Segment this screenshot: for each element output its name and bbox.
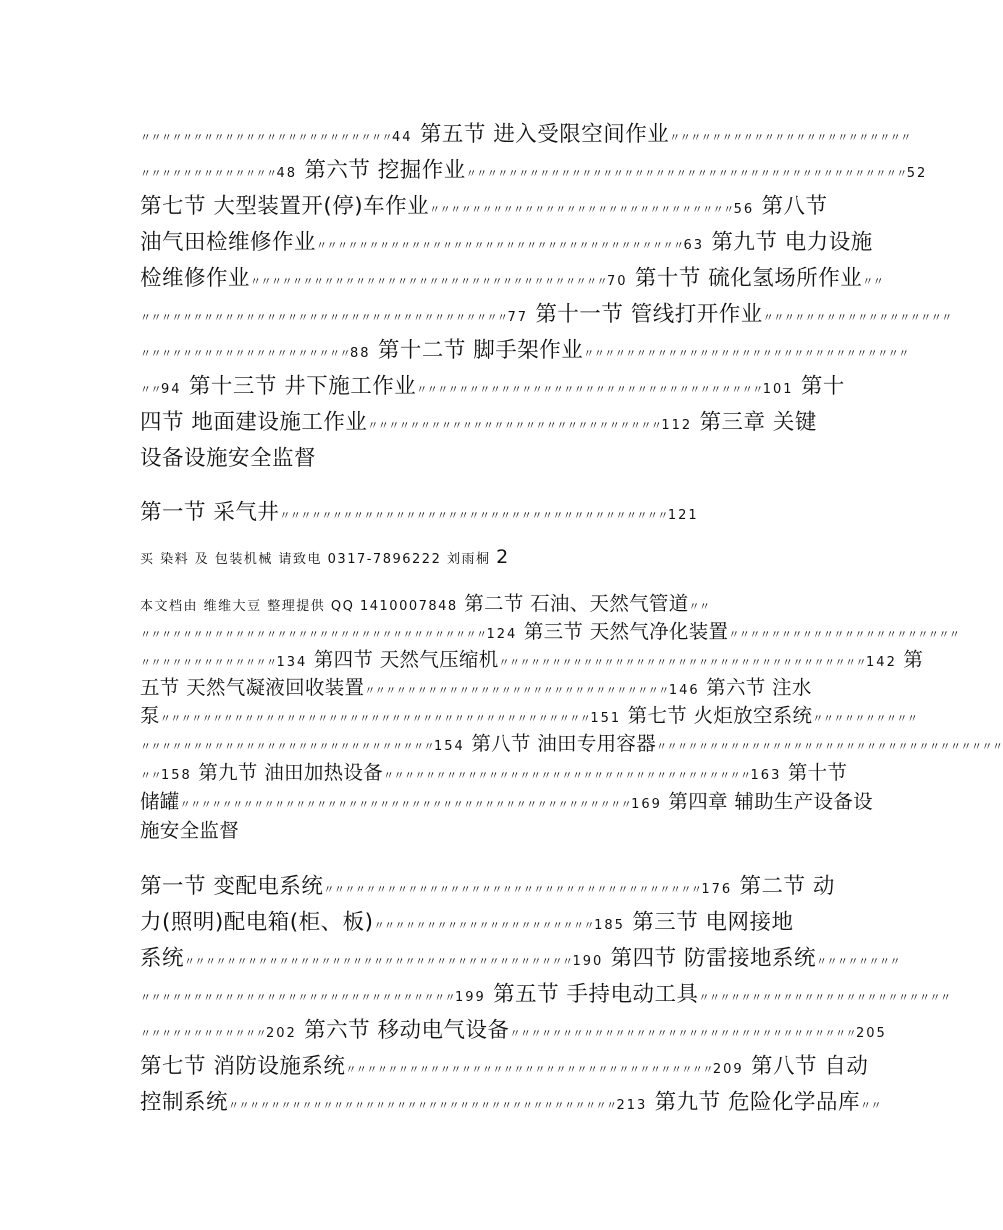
page-ref: 202 xyxy=(266,1026,297,1041)
page-ref: 190 xyxy=(572,954,604,969)
leader-dots: 〃〃〃〃〃〃〃〃〃〃〃〃 xyxy=(140,1027,266,1040)
leader-dots: 〃〃〃〃〃〃〃〃〃〃〃〃〃〃〃〃〃〃〃〃〃〃〃〃〃〃〃〃〃〃〃〃〃〃〃 xyxy=(316,239,684,252)
toc-entry-text: 第八节 自动 xyxy=(743,1054,869,1079)
page-ref: 151 xyxy=(590,711,622,726)
toc-line xyxy=(140,340,909,362)
toc-entry-text: 第九节 电力设施 xyxy=(704,230,873,255)
toc-line xyxy=(140,678,812,698)
toc-line xyxy=(140,948,900,970)
page-ref: 70 xyxy=(607,274,628,289)
toc-entry-text: 第七节 大型装置开(停)车作业 xyxy=(140,194,430,219)
leader-dots: 〃〃〃〃〃〃〃〃〃〃〃〃〃〃〃〃〃〃〃〃〃〃 xyxy=(728,628,960,641)
toc-entry-text: 油气田检维修作业 xyxy=(140,230,317,255)
page-ref: 158 xyxy=(161,768,192,783)
page-ref: 185 xyxy=(594,918,625,933)
toc-entry-text: 第四节 防雷接地系统 xyxy=(603,946,817,971)
toc-line xyxy=(140,160,927,182)
page-ref: 209 xyxy=(712,1062,744,1077)
toc-entry-text: 第三章 关键 xyxy=(692,410,817,435)
toc-entry-text: 第六节 挖掘作业 xyxy=(297,158,466,183)
leader-dots: 〃〃〃〃〃〃〃〃〃〃〃〃〃〃〃〃〃〃 xyxy=(762,311,952,324)
toc-entry-text: 第一节 采气井 xyxy=(140,500,280,525)
leader-dots: 〃〃〃〃〃〃〃〃〃〃〃〃〃〃〃〃〃〃〃〃〃〃〃〃〃〃〃〃〃〃〃〃〃〃〃〃 xyxy=(323,883,702,896)
page-ref: 112 xyxy=(661,418,693,433)
leader-dots: 〃〃〃〃〃〃〃〃〃〃〃〃〃〃〃〃〃〃〃〃〃〃〃〃〃〃〃〃〃 xyxy=(364,684,669,697)
leader-dots: 〃〃〃〃〃〃〃〃〃〃〃〃〃〃〃〃〃〃〃〃〃〃〃〃〃〃〃〃〃〃〃〃〃〃〃〃〃 xyxy=(279,509,668,522)
toc-entry-text: 第五节 进入受限空间作业 xyxy=(412,122,670,147)
leader-dots: 〃〃〃〃〃〃〃〃〃〃〃〃〃〃〃〃〃〃〃〃〃〃〃〃〃〃〃〃〃〃〃〃〃 xyxy=(656,740,1003,753)
leader-dots: 〃〃 xyxy=(688,600,710,613)
leader-dots: 〃〃〃〃〃〃〃〃〃〃〃〃〃〃〃〃〃〃〃〃〃〃〃〃〃〃〃〃 xyxy=(367,419,662,432)
page-ref: 199 xyxy=(455,990,486,1005)
leader-dots: 〃〃〃〃〃〃〃〃〃〃〃〃〃〃〃〃〃〃〃〃〃〃〃〃〃〃〃〃〃〃〃 xyxy=(583,347,909,360)
leader-dots: 〃〃〃〃〃〃〃〃〃〃〃〃〃〃〃〃〃〃〃〃 xyxy=(140,347,350,360)
leader-dots: 〃〃〃〃〃〃〃〃〃〃〃〃〃〃〃〃〃〃〃〃〃〃〃〃〃〃〃〃〃〃〃〃〃〃〃〃〃 xyxy=(184,955,573,968)
toc-line xyxy=(140,1056,868,1078)
toc-line xyxy=(140,706,917,726)
leader-dots: 〃〃〃〃〃〃〃〃〃〃〃〃〃〃〃〃〃〃〃〃〃〃〃〃〃〃〃〃〃〃〃〃〃〃〃〃〃〃〃〃〃 xyxy=(159,712,591,725)
page-ref: 142 xyxy=(866,655,897,670)
leader-dots: 〃〃〃〃〃〃〃〃 xyxy=(816,955,901,968)
page-ref: 213 xyxy=(616,1098,648,1113)
toc-entry-text: 检维修作业 xyxy=(140,266,251,291)
toc-entry-text: 第二节 石油、天然气管道 xyxy=(457,592,689,615)
toc-line xyxy=(140,1092,881,1114)
toc-entry-text: 控制系统 xyxy=(140,1090,229,1115)
leader-dots: 〃〃 xyxy=(862,275,884,288)
leader-dots: 〃〃 xyxy=(140,383,161,396)
toc-entry-text: 力(照明)配电箱(柜、板) xyxy=(140,910,374,935)
toc-entry-text: 施安全监督 xyxy=(140,819,240,842)
toc-entry-text: 第十节 硫化氢场所作业 xyxy=(627,266,863,291)
page-ref: 176 xyxy=(701,882,733,897)
toc-entry-text: 系统 xyxy=(140,946,185,971)
toc-entry-text: 第十 xyxy=(793,374,845,399)
toc-entry-text: 第四章 辅助生产设备设 xyxy=(661,790,873,813)
page-ref: 146 xyxy=(668,683,700,698)
toc-entry-text: 第十一节 管线打开作业 xyxy=(528,302,763,327)
leader-dots: 〃〃〃〃〃〃〃〃〃〃〃〃〃 xyxy=(140,167,277,180)
toc-entry-text: 第十三节 井下施工作业 xyxy=(181,374,417,399)
toc-line xyxy=(140,376,845,398)
page-ref: 124 xyxy=(486,627,518,642)
toc-line xyxy=(140,734,1003,754)
leader-dots: 〃〃〃〃〃〃〃〃〃〃〃〃〃〃〃〃〃〃〃〃〃〃〃〃〃〃〃〃〃〃 xyxy=(140,991,455,1004)
leader-dots: 〃〃〃〃〃〃〃〃〃〃〃〃〃〃〃〃〃〃〃〃〃〃〃〃〃〃〃〃 xyxy=(140,740,434,753)
toc-entry-text: 第六节 移动电气设备 xyxy=(296,1018,510,1043)
toc-line xyxy=(140,984,951,1006)
toc-line xyxy=(140,448,316,470)
leader-dots: 〃〃〃〃〃〃〃〃〃〃〃〃〃〃〃〃〃〃〃〃〃〃〃〃〃〃〃〃〃〃〃〃〃 xyxy=(416,383,763,396)
toc-line xyxy=(140,196,828,218)
toc-entry-text: 第九节 油田加热设备 xyxy=(191,761,384,784)
toc-entry-text: 第六节 注水 xyxy=(699,676,812,699)
toc-line xyxy=(140,304,952,326)
page-ref: 134 xyxy=(276,655,308,670)
page-ref: 163 xyxy=(750,768,782,783)
leader-dots: 〃〃〃〃〃〃〃〃〃〃〃〃〃〃〃〃〃〃〃〃〃〃〃〃〃〃〃〃〃〃〃〃〃〃〃〃〃〃〃〃〃〃〃 xyxy=(179,798,632,811)
page-ref: 88 xyxy=(350,346,371,361)
toc-entry-text: 第二节 动 xyxy=(732,874,835,899)
page-ref: 44 xyxy=(392,130,413,145)
leader-dots: 〃〃〃〃〃〃〃〃〃〃〃〃〃 xyxy=(140,656,277,669)
page-number: 2 xyxy=(496,546,509,568)
ad-line xyxy=(140,548,508,567)
toc-line xyxy=(140,124,911,146)
toc-line xyxy=(140,912,794,934)
leader-dots: 〃〃〃〃〃〃〃〃〃〃 xyxy=(812,712,918,725)
page-ref: 77 xyxy=(507,310,529,325)
leader-dots: 〃〃〃〃〃〃〃〃〃〃〃〃〃〃〃〃〃〃〃〃〃〃〃〃〃〃〃〃〃〃〃〃〃〃〃〃〃 xyxy=(228,1099,617,1112)
toc-line xyxy=(140,594,710,614)
leader-dots: 〃〃 xyxy=(860,1099,882,1112)
leader-dots: 〃〃〃〃〃〃〃〃〃〃〃〃〃〃〃〃〃〃〃〃〃〃〃〃〃〃〃〃〃 xyxy=(429,203,734,216)
toc-line xyxy=(140,268,883,290)
toc-line xyxy=(140,622,959,642)
toc-entry-text: 第五节 手持电动工具 xyxy=(485,982,699,1007)
toc-entry-text: 第四节 天然气压缩机 xyxy=(307,648,499,671)
page-ref: 63 xyxy=(683,238,705,253)
toc-line xyxy=(140,876,835,898)
leader-dots: 〃〃〃〃〃〃〃〃〃〃〃〃〃〃〃〃〃〃〃〃〃〃〃〃〃〃〃〃〃〃〃〃〃〃〃〃〃〃〃〃〃〃 xyxy=(465,167,907,180)
toc-entry-text: 第九节 危险化学品库 xyxy=(647,1090,861,1115)
leader-dots: 〃〃〃〃〃〃〃〃〃〃〃〃〃〃〃〃〃〃〃〃〃〃〃〃〃〃〃〃〃〃〃〃〃 xyxy=(140,628,487,641)
toc-entry-text: 第 xyxy=(896,648,924,671)
toc-entry-text: 泵 xyxy=(140,704,160,727)
toc-entry-text: 设备设施安全监督 xyxy=(140,446,317,471)
page-ref: 121 xyxy=(667,508,699,523)
toc-entry-text: 五节 天然气凝液回收装置 xyxy=(140,676,365,699)
page-ref: 52 xyxy=(906,166,928,181)
toc-entry-text: 第七节 消防设施系统 xyxy=(140,1054,346,1079)
leader-dots: 〃〃〃〃〃〃〃〃〃〃〃〃〃〃〃〃〃〃〃〃〃〃〃〃 xyxy=(698,991,951,1004)
toc-entry-text: 四节 地面建设施工作业 xyxy=(140,410,368,435)
toc-line xyxy=(140,821,239,841)
page-ref: 154 xyxy=(434,739,465,754)
toc-line xyxy=(140,650,923,670)
toc-line xyxy=(140,232,873,254)
toc-line xyxy=(140,792,873,812)
leader-dots: 〃〃〃〃〃〃〃〃〃〃〃〃〃〃〃〃〃〃〃〃〃〃〃〃〃〃〃〃〃〃〃〃〃〃〃 xyxy=(345,1063,713,1076)
page-ref: 48 xyxy=(276,166,298,181)
toc-line xyxy=(140,412,817,434)
leader-dots: 〃〃 xyxy=(140,769,161,782)
page-ref: 56 xyxy=(733,202,755,217)
ad-text: 买 染料 及 包装机械 请致电 0317-7896222 刘雨桐 xyxy=(140,552,491,567)
leader-dots: 〃〃〃〃〃〃〃〃〃〃〃〃〃〃〃〃〃〃〃〃〃〃〃〃〃〃〃〃〃〃〃〃〃〃〃 xyxy=(498,656,867,669)
toc-line xyxy=(140,763,847,783)
note-text: 本文档由 维维大豆 整理提供 QQ 1410007848 xyxy=(140,599,458,614)
toc-entry-text: 第八节 油田专用容器 xyxy=(464,732,657,755)
toc-line xyxy=(140,1020,887,1042)
leader-dots: 〃〃〃〃〃〃〃〃〃〃〃〃〃〃〃〃〃〃〃〃〃 xyxy=(373,919,595,932)
page-ref: 94 xyxy=(161,382,182,397)
toc-entry-text: 第八节 xyxy=(754,194,828,219)
toc-entry-text: 第三节 电网接地 xyxy=(624,910,794,935)
leader-dots: 〃〃〃〃〃〃〃〃〃〃〃〃〃〃〃〃〃〃〃〃〃〃〃〃〃〃〃〃〃〃〃〃〃〃 xyxy=(250,275,608,288)
toc-entry-text: 第一节 变配电系统 xyxy=(140,874,324,899)
toc-entry-text: 第七节 火炬放空系统 xyxy=(621,704,813,727)
toc-entry-text: 第十二节 脚手架作业 xyxy=(370,338,584,363)
toc-entry-text: 第十节 xyxy=(781,761,848,784)
leader-dots: 〃〃〃〃〃〃〃〃〃〃〃〃〃〃〃〃〃〃〃〃〃〃〃〃〃〃〃〃〃〃〃〃〃〃〃 xyxy=(383,769,751,782)
toc-line-121 xyxy=(140,502,699,524)
toc-entry-text: 储罐 xyxy=(140,790,180,813)
leader-dots: 〃〃〃〃〃〃〃〃〃〃〃〃〃〃〃〃〃〃〃〃〃〃〃〃〃〃〃〃〃〃〃〃〃〃〃 xyxy=(140,311,508,324)
page-ref: 101 xyxy=(762,382,794,397)
page-ref: 205 xyxy=(856,1026,887,1041)
leader-dots: 〃〃〃〃〃〃〃〃〃〃〃〃〃〃〃〃〃〃〃〃〃〃〃〃〃〃〃〃〃〃〃〃〃 xyxy=(509,1027,856,1040)
toc-entry-text: 第三节 天然气净化装置 xyxy=(517,620,729,643)
leader-dots: 〃〃〃〃〃〃〃〃〃〃〃〃〃〃〃〃〃〃〃〃〃〃〃〃 xyxy=(140,131,392,144)
leader-dots: 〃〃〃〃〃〃〃〃〃〃〃〃〃〃〃〃〃〃〃〃〃〃〃 xyxy=(669,131,911,144)
page-ref: 169 xyxy=(631,797,662,812)
